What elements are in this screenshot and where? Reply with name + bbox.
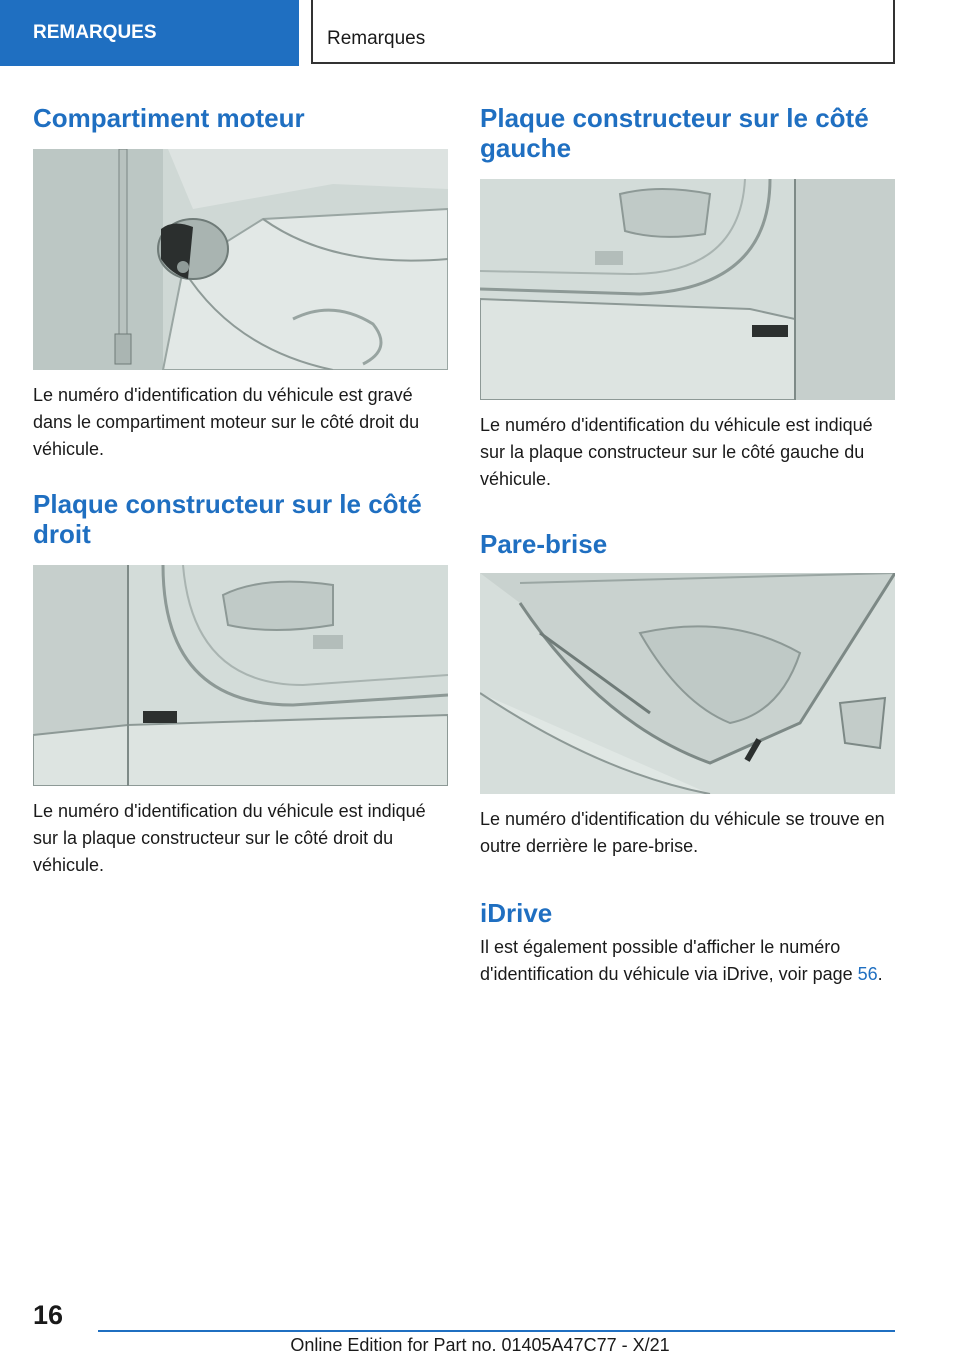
paragraph-plaque-droit: Le numéro d'identification du véhicule est indiqué sur la plaque constructeur sur le côté droit du véhicule. — [33, 801, 426, 875]
paragraph-idrive: Il est également possible d'afficher le numéro d'identification du véhicule via iDrive, voir page 56. — [480, 937, 883, 984]
heading-compartiment-moteur: Compartiment moteur — [33, 103, 305, 133]
footer-divider — [98, 1330, 895, 1332]
page-title: Remarques — [327, 28, 426, 49]
left-column — [33, 103, 448, 879]
right-side-door-sill-illustration — [33, 565, 448, 786]
paragraph-compartiment-moteur: Le numéro d'identification du véhicule est gravé dans le compartiment moteur sur le côté droit du véhicule. — [33, 385, 420, 459]
paragraph-plaque-gauche: Le numéro d'identification du véhicule est indiqué sur la plaque constructeur sur le côté gauche du véhicule. — [480, 415, 873, 489]
page-link[interactable]: 56 — [857, 964, 878, 984]
page-header — [311, 0, 895, 64]
windshield-illustration — [480, 573, 895, 794]
heading-idrive: iDrive — [480, 898, 553, 928]
footer-edition: Online Edition for Part no. 01405A47C77 - X/21 — [290, 1335, 670, 1355]
heading-plaque-gauche: Plaque constructeur sur le côté gauche — [480, 103, 869, 163]
section-tab — [0, 0, 299, 66]
page-number: 16 — [33, 1300, 64, 1330]
right-column — [480, 103, 895, 988]
section-label: REMARQUES — [33, 22, 157, 43]
engine-compartment-illustration — [33, 149, 448, 370]
paragraph-pare-brise: Le numéro d'identification du véhicule se trouve en outre derrière le pare-brise. — [480, 809, 885, 856]
heading-pare-brise: Pare-brise — [480, 529, 608, 559]
heading-plaque-droit: Plaque constructeur sur le côté droit — [33, 489, 422, 549]
left-side-door-sill-illustration — [480, 179, 895, 400]
